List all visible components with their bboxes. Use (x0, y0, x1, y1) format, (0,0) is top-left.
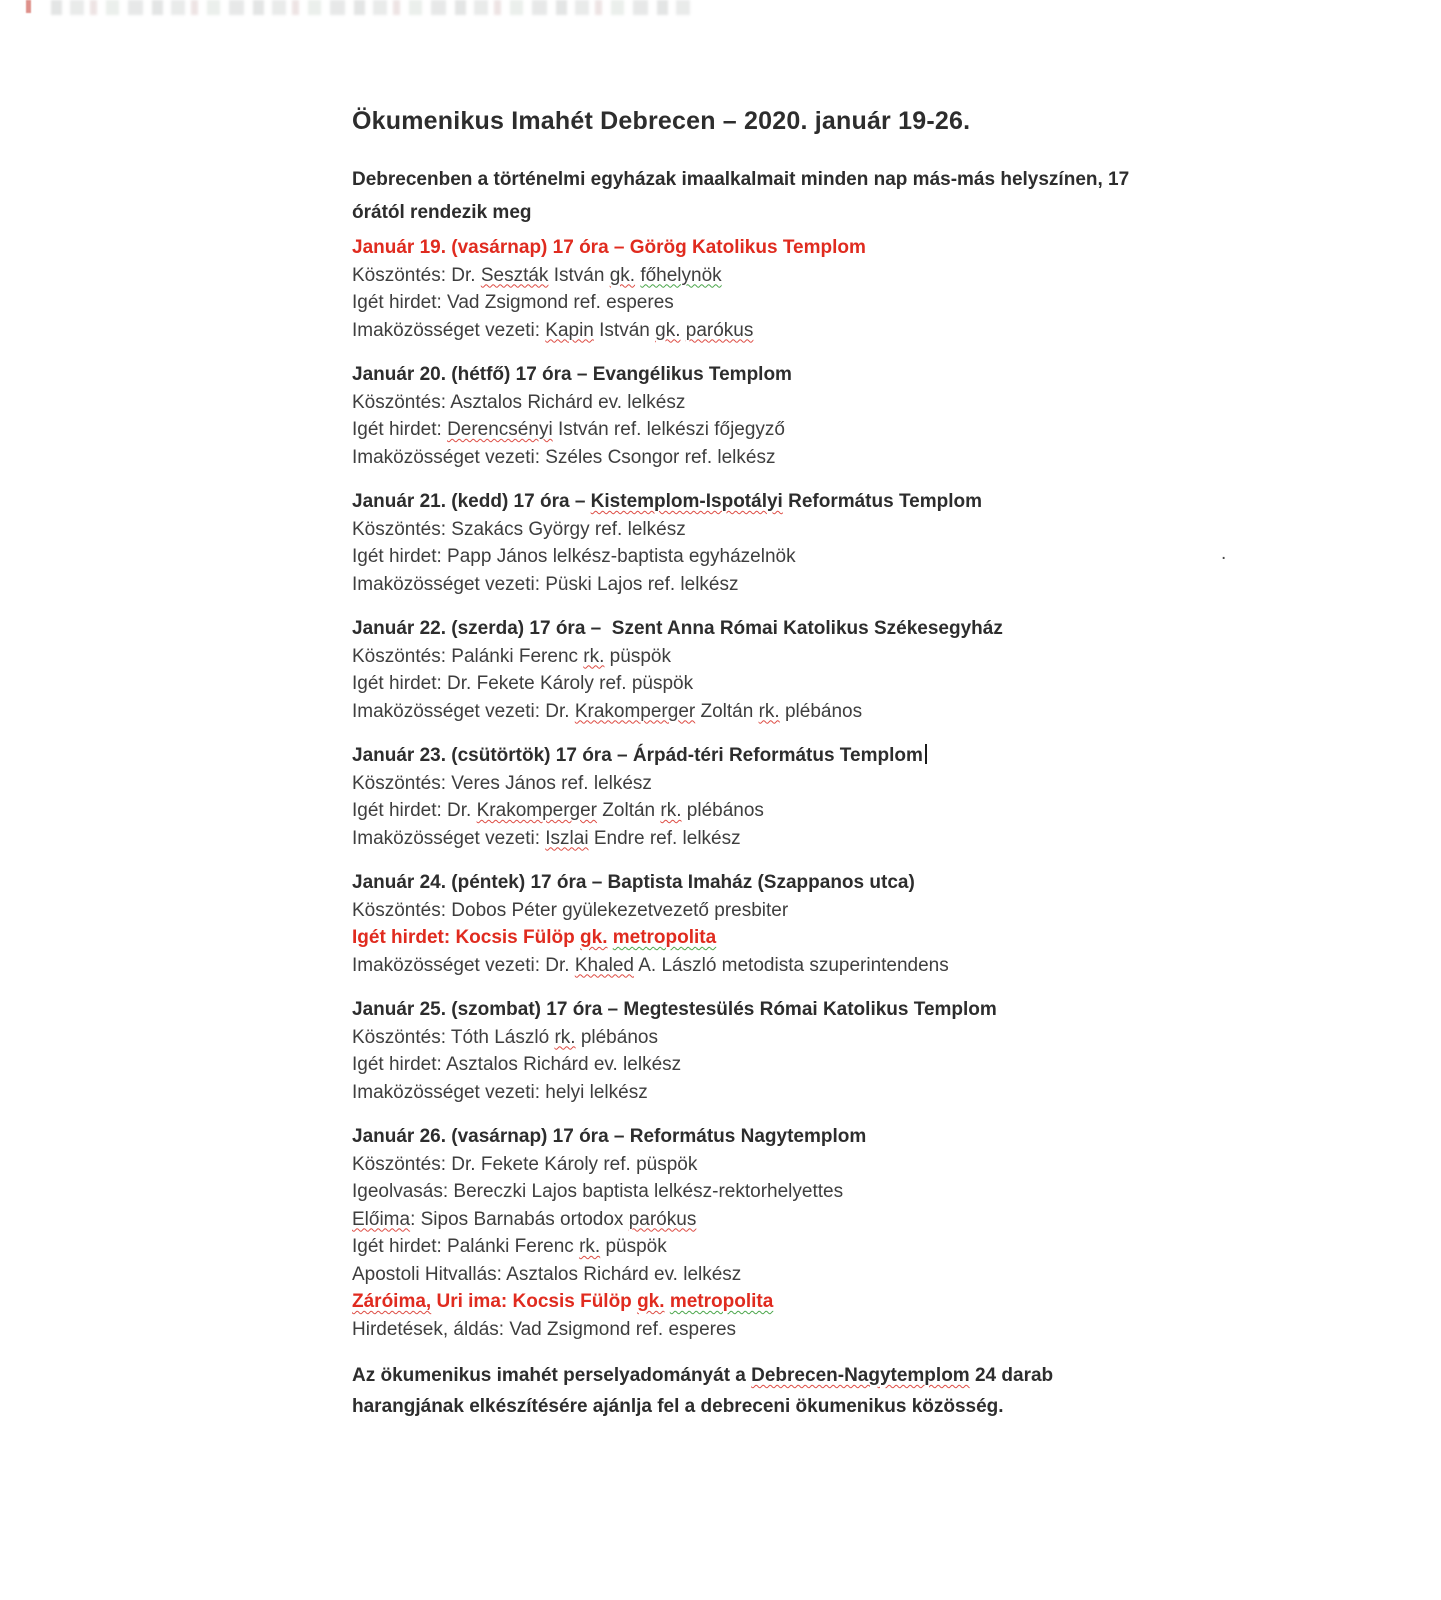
schedule-line: Apostoli Hitvallás: Asztalos Richárd ev. lelkész (352, 1263, 742, 1285)
day-section (352, 742, 1152, 852)
page-title: Ökumenikus Imahét Debrecen – 2020. január 19-26. (352, 107, 971, 135)
day-heading: Január 20. (hétfő) 17 óra – Evangélikus Templom (352, 364, 792, 385)
spellcheck-red-word: parókus (628, 1208, 697, 1230)
schedule-line: Igét hirdet: Papp János lelkész-baptista egyházelnök (352, 546, 796, 567)
blur-mosaic (51, 0, 691, 15)
day-heading: Január 24. (péntek) 17 óra – Baptista Imaház (Szappanos utca) (352, 872, 915, 893)
schedule-line: Igét hirdet: Dr. Fekete Károly ref. püspök (352, 673, 694, 694)
schedule-line: Köszöntés: Asztalos Richárd ev. lelkész (352, 391, 686, 413)
spellcheck-red-word: rk. (758, 700, 780, 722)
schedule-line: Igét hirdet: Vad Zsigmond ref. esperes (352, 292, 674, 313)
schedule-line: Imaközösséget vezeti: Iszlai Endre ref. lelkész (352, 827, 741, 849)
spellcheck-green-word: metropolita (669, 1291, 774, 1312)
schedule-line: Köszöntés: Szakács György ref. lelkész (352, 518, 686, 540)
day-section (352, 869, 1152, 979)
blurred-artifact (26, 0, 691, 18)
spellcheck-red-word: rk. (660, 800, 682, 821)
schedule-line: Igét hirdet: Palánki Ferenc rk. püspök (352, 1236, 667, 1257)
spellcheck-red-word: rk. (583, 645, 605, 667)
schedule-line: Igét hirdet: Kocsis Fülöp gk. metropolita (352, 927, 717, 948)
schedule-line: Köszöntés: Dr. Seszták István gk. főhelynök (352, 264, 722, 286)
spellcheck-red-word: Khaled (574, 954, 634, 976)
day-heading: Január 22. (szerda) 17 óra – Szent Anna Római Katolikus Székesegyház (352, 618, 1003, 639)
day-heading: Január 25. (szombat) 17 óra – Megtestesülés Római Katolikus Templom (352, 999, 997, 1020)
spellcheck-red-word: Előima (352, 1208, 411, 1230)
spellcheck-red-word: Krakomperger (476, 800, 598, 821)
spellcheck-red-word: Seszták (480, 264, 549, 286)
closing-line: harangjának elkészítésére ajánlja fel a debreceni ökumenikus közösség. (352, 1396, 1004, 1417)
schedule-line: Köszöntés: Dobos Péter gyülekezetvezető presbiter (352, 899, 789, 921)
spellcheck-red-word: Kapin (545, 319, 594, 341)
spellcheck-red-word: rk. (579, 1236, 601, 1257)
spellcheck-red-word: gk. (609, 264, 636, 286)
schedule-line: Imaközösséget vezeti: Püski Lajos ref. lelkész (352, 573, 739, 595)
intro-line: Debrecenben a történelmi egyházak imaalkalmait minden nap más-más helyszínen, 17 (352, 169, 1130, 190)
day-heading: Január 21. (kedd) 17 óra – Kistemplom-Ispotályi Református Templom (352, 491, 983, 512)
text-cursor (925, 744, 927, 764)
spellcheck-red-word: Záróima, (352, 1291, 432, 1312)
spellcheck-red-word: Debrecen-Nagytemplom (751, 1365, 970, 1386)
day-section (352, 488, 1152, 598)
spellcheck-red-word: parókus (685, 319, 754, 341)
schedule-line: Köszöntés: Palánki Ferenc rk. püspök (352, 645, 671, 667)
schedule-line: Igét hirdet: Derencsényi István ref. lelkészi főjegyző (352, 419, 785, 440)
intro-paragraph (352, 163, 1152, 229)
schedule-line: Igét hirdet: Dr. Krakomperger Zoltán rk. plébános (352, 800, 764, 821)
schedule-line: Köszöntés: Tóth László rk. plébános (352, 1026, 658, 1048)
spellcheck-red-word: Krakomperger (574, 700, 696, 722)
day-section (352, 1123, 1152, 1343)
spellcheck-red-word: gk. (655, 319, 681, 341)
spellcheck-red-word: gk. (580, 927, 608, 948)
day-heading: Január 26. (vasárnap) 17 óra – Református Nagytemplom (352, 1126, 867, 1147)
spellcheck-red-word: Derencsényi (447, 419, 553, 440)
day-heading: Január 19. (vasárnap) 17 óra – Görög Katolikus Templom (352, 237, 866, 258)
intro-line: órától rendezik meg (352, 202, 532, 223)
day-section (352, 996, 1152, 1106)
spellcheck-red-word: gk. (637, 1291, 665, 1312)
spellcheck-red-word: Iszlai (545, 827, 589, 849)
document-content (352, 106, 1152, 1422)
schedule-line: Köszöntés: Veres János ref. lelkész (352, 772, 652, 794)
spellcheck-red-word: Kistemplom-Ispotályi (590, 491, 783, 512)
spellcheck-green-word: főhelynök (640, 264, 722, 286)
schedule-line: Imaközösséget vezeti: helyi lelkész (352, 1081, 648, 1103)
spellcheck-green-word: metropolita (612, 927, 717, 948)
day-heading: Január 23. (csütörtök) 17 óra – Árpád-téri Református Templom (352, 742, 1152, 770)
schedule-line: Hirdetések, áldás: Vad Zsigmond ref. esperes (352, 1318, 737, 1340)
day-section (352, 615, 1152, 725)
stray-dot: . (1221, 543, 1227, 564)
schedule-line: Imaközösséget vezeti: Dr. Krakomperger Zoltán rk. plébános (352, 700, 863, 722)
schedule-line: Köszöntés: Dr. Fekete Károly ref. püspök (352, 1153, 698, 1175)
schedule-line: Imaközösséget vezeti: Széles Csongor ref. lelkész (352, 446, 776, 468)
schedule-line: Záróima, Uri ima: Kocsis Fülöp gk. metropolita (352, 1291, 774, 1312)
schedule-line: Imaközösséget vezeti: Kapin István gk. parókus (352, 319, 754, 341)
schedule-sections (352, 234, 1152, 1343)
schedule-line: Előima: Sipos Barnabás ortodox parókus (352, 1208, 697, 1230)
red-mark-icon (26, 0, 31, 13)
schedule-line: Imaközösséget vezeti: Dr. Khaled A. László metodista szuperintendens (352, 954, 949, 976)
spellcheck-red-word: rk. (554, 1026, 576, 1048)
schedule-line: Igét hirdet: Asztalos Richárd ev. lelkész (352, 1054, 682, 1075)
day-section (352, 234, 1152, 344)
day-section (352, 361, 1152, 471)
closing-line: Az ökumenikus imahét perselyadományát a Debrecen-Nagytemplom 24 darab (352, 1365, 1054, 1386)
schedule-line: Igeolvasás: Bereczki Lajos baptista lelkész-rektorhelyettes (352, 1181, 844, 1202)
closing-paragraph (352, 1360, 1152, 1422)
